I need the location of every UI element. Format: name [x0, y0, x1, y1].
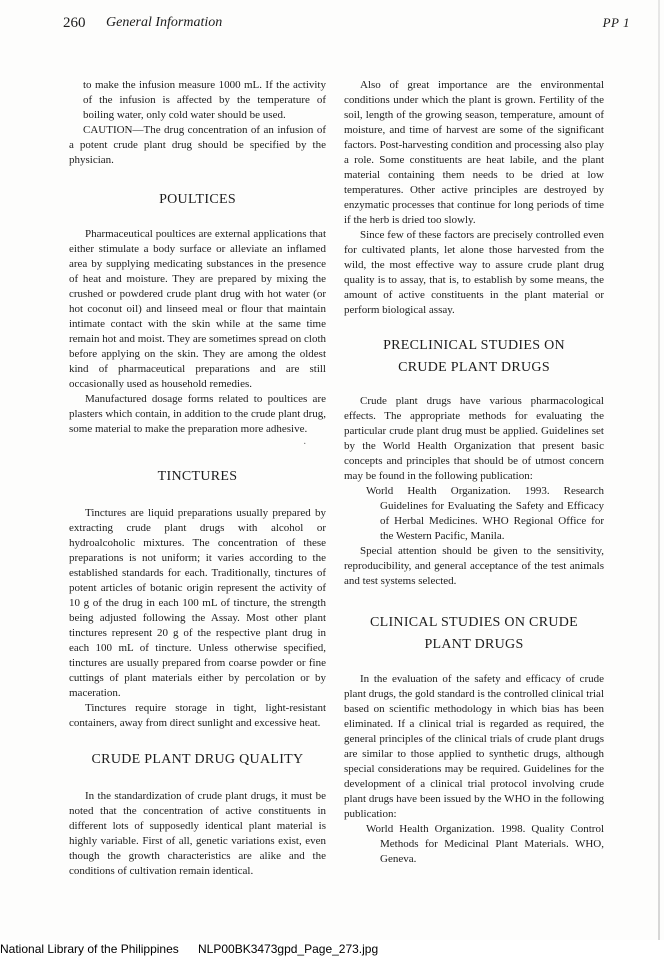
preclinical-reference: World Health Organization. 1993. Research Guidelines for Evaluating the Safety and Efficacy of Herbal Medicines. WHO Regional Office for the Western Pacific, Manila. — [366, 485, 604, 542]
clinical-paragraph-1: In the evaluation of the safety and efficacy of crude plant drugs, the gold standard is the controlled clinical trial based on scientific methodology in which bias has been eliminated. If a clinical trial is regarded as required, the general principles of the clinical trials of crude plant drugs are similar to those applied to synthetic drugs, although special considerations may be required. Guidelines for the development of a clinical trial protocol involving crude plant drugs have been issued by the WHO in the following publication: — [344, 673, 604, 820]
tinctures-paragraph-1: Tinctures are liquid preparations usually prepared by extracting crude plant drugs with alcohol or hydroalcoholic mixtures. The concentration of these preparations is not uniform; it varies according to the established standards for each. Traditionally, tinctures of potent articles of botanic origin represent the activity of 10 g of the drug in each 100 mL of tincture, the strength being adjusted following the Assay. Most other plant tinctures represent 20 g of the respective plant drug in each 100 mL of tincture. Unless otherwise specified, tinctures are usually prepared from coarse powder or fine cuttings of plant materials either by percolation or by maceration. — [69, 507, 326, 699]
caution-note: CAUTION—The drug concentration of an infusion of a potent crude plant drug should be specified by the physician. — [69, 124, 326, 166]
image-filename: NLP00BK3473gpd_Page_273.jpg — [198, 942, 379, 956]
environment-paragraph-2: Since few of these factors are precisely controlled even for cultivated plants, let alone those harvested from the wild, the most effective way to assure crude plant drug quality is to assay, that is, to establish by some means, the amount of active constituents in the plant material or perform biological assay. — [344, 229, 604, 316]
library-name: National Library of the Philippines — [0, 942, 179, 956]
preclinical-heading-line-2: CRUDE PLANT DRUGS — [398, 360, 550, 375]
section-heading-tinctures: TINCTURES — [157, 469, 238, 484]
page-mark: PP 1 — [602, 15, 630, 30]
page-number: 260 — [63, 15, 86, 31]
poultices-paragraph-2: Manufactured dosage forms related to poultices are plasters which contain, in addition to the crude plant drug, some material to make the preparation more adhesive. — [69, 393, 326, 435]
section-heading-preclinical — [344, 335, 604, 379]
infusion-continuation: to make the infusion measure 1000 mL. If the activity of the infusion is affected by the temperature of boiling water, only cold water should be used. — [83, 79, 326, 121]
page-edge-shadow — [658, 0, 660, 940]
clinical-heading-line-2: PLANT DRUGS — [424, 637, 524, 652]
tinctures-paragraph-2: Tinctures require storage in tight, light-resistant containers, away from direct sunlight and excessive heat. — [69, 702, 326, 729]
section-heading-quality: CRUDE PLANT DRUG QUALITY — [91, 752, 304, 767]
scan-speck: . — [303, 436, 306, 447]
poultices-paragraph-1: Pharmaceutical poultices are external applications that either stimulate a body surface or alleviate an inflamed area by supplying medicating substances in the presence of heat and moisture. They are prepared by mixing the crushed or powdered crude plant drug with hot water (or hot coconut oil) and linseed meal or flour that maintain intimate contact with the skin while at the same time remain hot and moist. They are sometimes spread on cloth before applying on the skin. They are among the oldest kind of pharmaceutical preparations and are still occasionally used as household remedies. — [69, 228, 327, 390]
preclinical-paragraph-1: Crude plant drugs have various pharmacological effects. The appropriate methods for evaluating the particular crude plant drug must be applied. Guidelines set by the World Health Organization that present basic concepts and principles that should be of utmost concern may be found in the following publication: — [344, 395, 604, 482]
environment-paragraph-1: Also of great importance are the environmental conditions under which the plant is grown. Fertility of the soil, length of the growing season, temperature, amount of moisture, and time of harvest are some of the significant factors. Post-harvesting condition and processing also play a role. Some constituents are heat labile, and the plant material containing them needs to be dried at low temperatures. Other active principles are destroyed by enzymatic processes that continue for long periods of time if the herb is dried too slowly. — [344, 79, 604, 226]
section-heading-clinical — [344, 612, 604, 656]
preclinical-paragraph-2: Special attention should be given to the sensitivity, reproducibility, and general acceptance of the test animals and test systems selected. — [344, 545, 604, 587]
preclinical-heading-line-1: PRECLINICAL STUDIES ON — [383, 338, 565, 353]
section-heading-poultices: POULTICES — [159, 192, 236, 207]
clinical-reference: World Health Organization. 1998. Quality Control Methods for Medicinal Plant Materials. WHO, Geneva. — [366, 823, 604, 865]
quality-paragraph-1: In the standardization of crude plant drugs, it must be noted that the concentration of active constituents in different lots of supposedly identical plant material is highly variable. First of all, genetic variations exist, even though the growth characteristics are alike and the conditions of cultivation remain identical. — [69, 790, 326, 877]
running-header-title: General Information — [106, 15, 223, 30]
right-column — [344, 78, 604, 867]
image-caption-bar — [0, 941, 664, 957]
clinical-heading-line-1: CLINICAL STUDIES ON CRUDE — [369, 615, 579, 630]
left-column — [69, 78, 326, 879]
